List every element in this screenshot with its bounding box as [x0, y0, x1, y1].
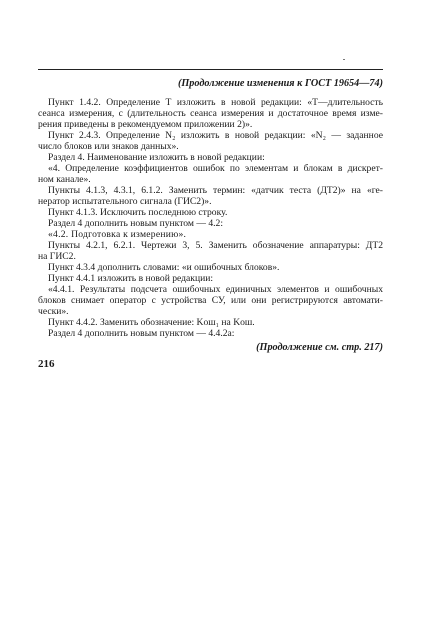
- speck: [343, 59, 345, 60]
- text-line: нератор испытательного сигнала (ГИС2)».: [38, 196, 212, 207]
- text-line: Пункты 4.1.3, 4.3.1, 6.1.2. Заменить термин: «датчик теста (ДТ2)» на «ге-: [48, 185, 383, 196]
- header-rule: [38, 69, 383, 70]
- text-line: рения приведены в рекомендуемом приложении 2)».: [38, 119, 253, 130]
- text-line: ном канале».: [38, 174, 91, 185]
- text-line: блоков снимает оператор с устройства СУ, или они регистрируются автомати-: [38, 295, 383, 306]
- text-line: Раздел 4 дополнить новым пунктом — 4.4.2а:: [48, 328, 235, 339]
- text-line: «4.2. Подготовка к измерению».: [48, 229, 187, 240]
- text-line: Пункт 4.4.1 изложить в новой редакции:: [48, 273, 214, 284]
- text-line: Раздел 4 дополнить новым пунктом — 4.2:: [48, 218, 224, 229]
- text-line: «4.4.1. Результаты подсчета ошибочных единичных элементов и ошибочных: [48, 284, 383, 295]
- text-line: Пункт 4.4.2. Заменить обозначение: Kош₁ на Kош.: [48, 317, 255, 328]
- continued-note: (Продолжение см. стр. 217): [256, 342, 383, 353]
- text-line: сеанса измерения, с (длительность сеанса измерения и достаточное время изме-: [38, 108, 383, 119]
- text-line: Пункт 4.1.3. Исключить последнюю строку.: [48, 207, 228, 218]
- text-line: Пункты 4.2.1, 6.2.1. Чертежи 3, 5. Заменить обозначение аппаратуры: ДТ2: [48, 240, 383, 251]
- text-line: на ГИС2.: [38, 251, 76, 262]
- text-line: чески».: [38, 306, 69, 317]
- text-line: «4. Определение коэффициентов ошибок по элементам и блокам в дискрет-: [48, 163, 383, 174]
- text-line: Раздел 4. Наименование изложить в новой редакции:: [48, 152, 265, 163]
- continuation-header: (Продолжение изменения к ГОСТ 19654—74): [177, 78, 383, 89]
- text-line: Пункт 2.4.3. Определение N₂ изложить в новой редакции: «N₂ — заданное: [48, 130, 383, 141]
- text-line: Пункт 1.4.2. Определение Т изложить в новой редакции: «Т—длительность: [48, 97, 383, 108]
- text-line: число блоков или знаков данных».: [38, 141, 179, 152]
- text-line: Пункт 4.3.4 дополнить словами: «и ошибочных блоков».: [48, 262, 280, 273]
- page-number: 216: [38, 358, 55, 370]
